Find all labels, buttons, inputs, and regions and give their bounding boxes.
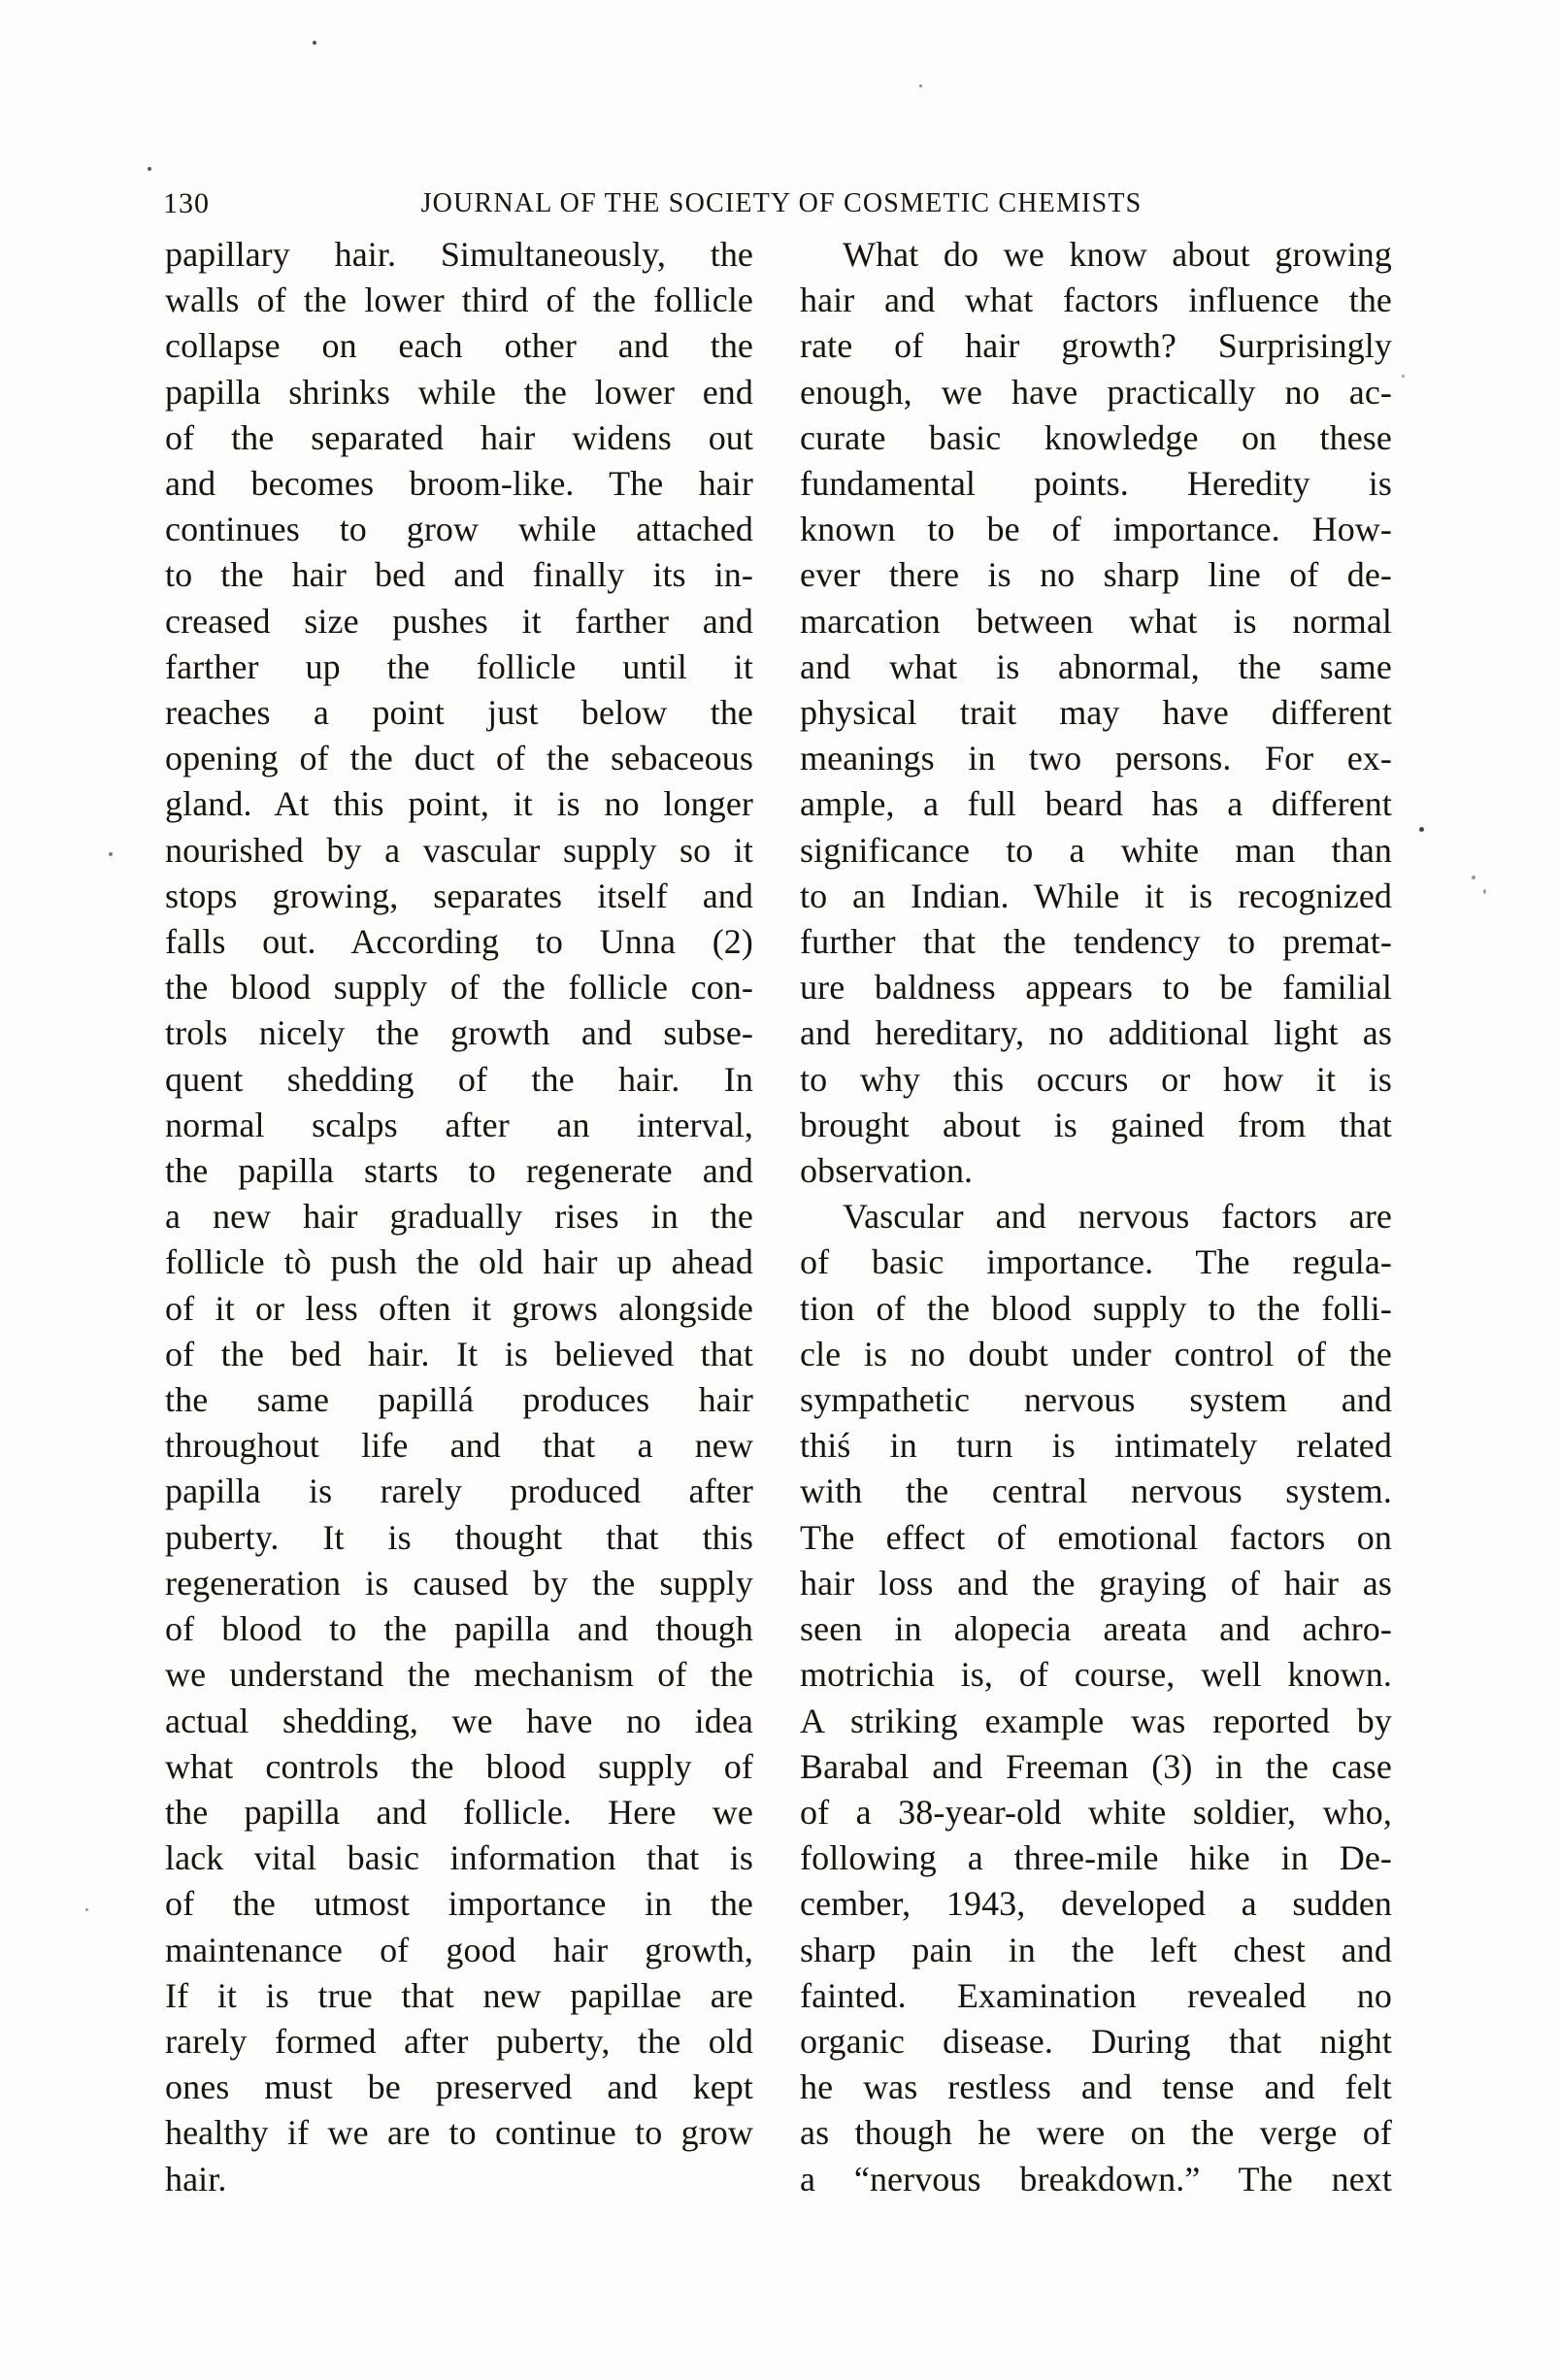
text-line: cember, 1943, developed a sudden [800, 1884, 1392, 1924]
text-line: throughout life and that a new [165, 1426, 753, 1466]
text-line: motrichia is, of course, well known. [800, 1655, 1392, 1695]
text-line: regeneration is caused by the supply [165, 1563, 753, 1603]
text-line: papilla shrinks while the lower end [165, 372, 753, 412]
text-line: the papilla and follicle. Here we [165, 1792, 753, 1832]
text-line: and becomes broom-like. The hair [165, 464, 753, 504]
text-line: rate of hair growth? Surprisingly [800, 326, 1392, 366]
text-line: fundamental points. Heredity is [800, 464, 1392, 504]
text-line: maintenance of good hair growth, [165, 1930, 753, 1969]
text-line: ones must be preserved and kept [165, 2067, 753, 2107]
scan-speck [85, 1908, 88, 1911]
text-line: hair. [165, 2159, 227, 2198]
text-line: physical trait may have different [800, 693, 1392, 733]
text-line: creased size pushes it farther and [165, 601, 753, 641]
text-line: sympathetic nervous system and [800, 1380, 1392, 1420]
text-line: hair and what factors influence the [800, 281, 1392, 320]
text-line: papillary hair. Simultaneously, the [165, 235, 753, 274]
text-line: to why this occurs or how it is [800, 1059, 1392, 1099]
text-line: meanings in two persons. For ex- [800, 739, 1392, 778]
scan-speck [1402, 375, 1405, 378]
text-line: the blood supply of the follicle con- [165, 968, 753, 1008]
text-line: nourished by a vascular supply so it [165, 830, 753, 870]
text-line: a new hair gradually rises in the [165, 1197, 753, 1237]
text-column-left [165, 232, 753, 2202]
text-line: with the central nervous system. [800, 1471, 1392, 1511]
text-line: we understand the mechanism of the [165, 1655, 753, 1695]
text-line: healthy if we are to continue to grow [165, 2113, 753, 2153]
text-line: of the utmost importance in the [165, 1884, 753, 1924]
text-line: puberty. It is thought that this [165, 1517, 753, 1557]
text-line: collapse on each other and the [165, 326, 753, 366]
text-line: significance to a white man than [800, 830, 1392, 870]
text-line: seen in alopecia areata and achro- [800, 1609, 1392, 1649]
text-line: he was restless and tense and felt [800, 2067, 1392, 2107]
text-line: and what is abnormal, the same [800, 646, 1392, 686]
text-line: enough, we have practically no ac- [800, 372, 1392, 412]
scan-speck [148, 167, 151, 171]
text-line: continues to grow while attached [165, 510, 753, 549]
text-line: rarely formed after puberty, the old [165, 2021, 753, 2061]
text-line: curate basic knowledge on these [800, 417, 1392, 457]
scan-speck [1472, 876, 1475, 879]
text-line: If it is true that new papillae are [165, 1975, 753, 2015]
text-line: falls out. According to Unna (2) [165, 922, 753, 962]
text-line: sharp pain in the left chest and [800, 1930, 1392, 1969]
text-line: following a three-mile hike in De- [800, 1838, 1392, 1878]
text-line: A striking example was reported by [800, 1701, 1392, 1740]
text-line: hair loss and the graying of hair as [800, 1563, 1392, 1603]
text-line: normal scalps after an interval, [165, 1105, 753, 1144]
text-line: of basic importance. The regula- [800, 1242, 1392, 1282]
text-line: marcation between what is normal [800, 601, 1392, 641]
scan-speck [313, 41, 316, 45]
text-line: to the hair bed and finally its in- [165, 555, 753, 595]
scan-speck [919, 84, 922, 87]
text-line: observation. [800, 1151, 974, 1191]
scan-speck [1419, 827, 1424, 832]
text-line: ure baldness appears to be familial [800, 968, 1392, 1008]
page-number: 130 [163, 187, 210, 219]
text-line: of a 38-year-old white soldier, who, [800, 1792, 1392, 1832]
text-line: a “nervous breakdown.” The next [800, 2159, 1392, 2198]
text-line: known to be of importance. How- [800, 510, 1392, 549]
text-line: thiś in turn is intimately related [800, 1426, 1392, 1466]
text-line: of the bed hair. It is believed that [165, 1334, 753, 1373]
text-line: organic disease. During that night [800, 2021, 1392, 2061]
text-line: tion of the blood supply to the folli- [800, 1288, 1392, 1328]
text-line: lack vital basic information that is [165, 1838, 753, 1878]
text-line: opening of the duct of the sebaceous [165, 739, 753, 778]
text-line: what controls the blood supply of [165, 1746, 753, 1786]
text-column-right [800, 232, 1392, 2202]
text-line: of blood to the papilla and though [165, 1609, 753, 1649]
text-line: walls of the lower third of the follicle [165, 281, 753, 320]
text-line: fainted. Examination revealed no [800, 1975, 1392, 2015]
text-line: of the separated hair widens out [165, 417, 753, 457]
scan-speck [1483, 889, 1486, 894]
text-line: actual shedding, we have no idea [165, 1701, 753, 1740]
text-line: brought about is gained from that [800, 1105, 1392, 1144]
text-line: to an Indian. While it is recognized [800, 876, 1392, 915]
text-line: of it or less often it grows alongside [165, 1288, 753, 1328]
text-line: and hereditary, no additional light as [800, 1013, 1392, 1053]
text-line: ample, a full beard has a different [800, 784, 1392, 824]
text-line: quent shedding of the hair. In [165, 1059, 753, 1099]
scan-speck [109, 852, 113, 856]
text-line: papilla is rarely produced after [165, 1471, 753, 1511]
text-line: further that the tendency to premat- [800, 922, 1392, 962]
journal-header-title: JOURNAL OF THE SOCIETY OF COSMETIC CHEMISTS [420, 188, 1143, 218]
text-line: trols nicely the growth and subse- [165, 1013, 753, 1053]
text-line: cle is no doubt under control of the [800, 1334, 1392, 1373]
text-line: ever there is no sharp line of de- [800, 555, 1392, 595]
text-line: the papilla starts to regenerate and [165, 1151, 753, 1191]
text-line: follicle tò push the old hair up ahead [165, 1242, 753, 1282]
text-line: as though he were on the verge of [800, 2113, 1392, 2153]
text-line: Barabal and Freeman (3) in the case [800, 1746, 1392, 1786]
text-line: the same papillá produces hair [165, 1380, 753, 1420]
text-line: farther up the follicle until it [165, 646, 753, 686]
text-line: The effect of emotional factors on [800, 1517, 1392, 1557]
text-line: stops growing, separates itself and [165, 876, 753, 915]
text-line: reaches a point just below the [165, 693, 753, 733]
text-line: What do we know about growing [843, 235, 1392, 274]
text-line: Vascular and nervous factors are [843, 1197, 1392, 1237]
text-line: gland. At this point, it is no longer [165, 784, 753, 824]
